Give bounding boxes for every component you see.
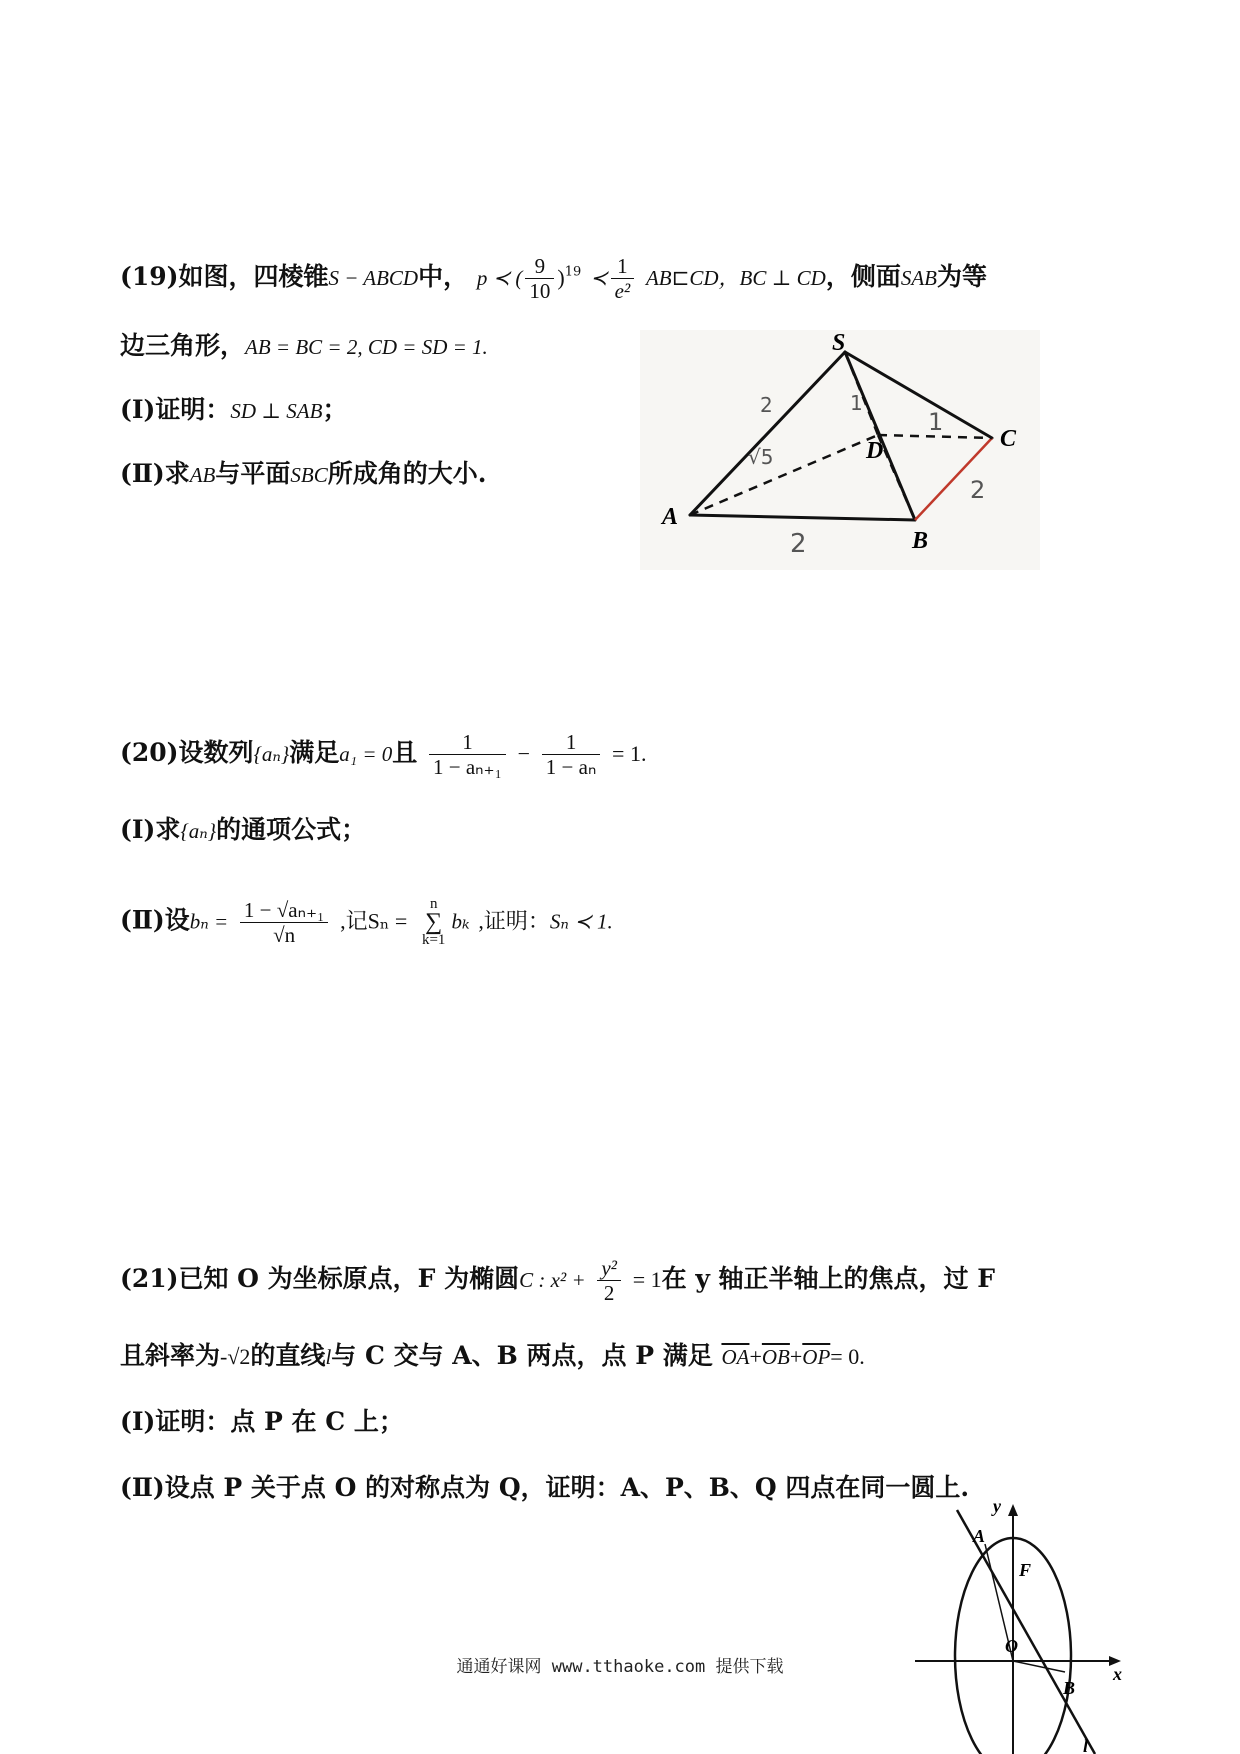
- q21-part2: (Ⅱ)设点 P 关于点 O 的对称点为 Q，证明：A、P、B、Q 四点在同一圆上.: [120, 1473, 970, 1502]
- q20-part1: (Ⅰ)求{aₙ}的通项公式；: [120, 815, 367, 844]
- q20-part2: (Ⅱ)设bₙ = $\frac{\text{1 − √aₙ₊₁}}{√n}$ ,记Sₙ = n ∑ k=1 bₖ ,证明：Sₙ ≺ 1.: [120, 896, 613, 948]
- label-a2: A: [973, 1526, 986, 1546]
- label-a: A: [662, 504, 679, 530]
- hand-sd: 1: [850, 391, 863, 415]
- label-c: C: [1000, 426, 1017, 452]
- label-s: S: [832, 330, 846, 356]
- label-f: F: [1019, 1560, 1032, 1580]
- hand-sa: 2: [760, 393, 773, 417]
- hand-ad: √5: [748, 445, 774, 469]
- label-d: D: [866, 438, 884, 464]
- q19-part2: (Ⅱ)求AB与平面SBC所成角的大小.: [120, 459, 487, 488]
- ellipse-figure: [915, 1500, 1130, 1754]
- q19-part1: (Ⅰ)证明：SD ⊥ SAB；: [120, 395, 348, 424]
- label-l: l: [1083, 1736, 1089, 1754]
- label-b2: B: [1063, 1678, 1076, 1698]
- hand-ab: 2: [790, 529, 807, 559]
- pyramid-figure: [640, 330, 1040, 570]
- q19-line1: (19)如图，四棱锥S − ABCD中， p ≺ ( $\frac{9}{10}$ )$^{19}$ ≺ $\frac{1}{\text{e²}}$ AB⊏CD，BC ⊥ CD，侧面SAB为等: [120, 254, 987, 303]
- footer: 通通好课网 www.tthaoke.com 提供下载: [456, 1657, 784, 1677]
- hand-dc: 1: [928, 408, 944, 436]
- q21-line2: 且斜率为-√2的直线l与 C 交与 A、B 两点，点 P 满足 $\overline{OA}+\overline{OB}+\overline{OP}= 0$.: [120, 1341, 865, 1370]
- label-b: B: [912, 528, 929, 554]
- label-x: x: [1113, 1664, 1122, 1684]
- label-y: y: [993, 1500, 1001, 1516]
- q19-line2: 边三角形，AB = BC = 2, CD = SD = 1.: [120, 331, 488, 360]
- q21-line1: (21)已知 O 为坐标原点，F 为椭圆C : x² + $\frac{\text{y²}}{2}$ = 1在 y 轴正半轴上的焦点，过 F: [120, 1256, 996, 1305]
- q20-line1: (20)设数列{aₙ}满足a₁ = 0且 $\frac{1}{\text{1 − aₙ₊₁}}$ − $\frac{1}{\text{1 − aₙ}}$ = 1.: [120, 730, 647, 779]
- q21-part1: (Ⅰ)证明：点 P 在 C 上；: [120, 1407, 404, 1436]
- hand-bc: 2: [970, 476, 986, 504]
- label-o: O: [1005, 1636, 1018, 1656]
